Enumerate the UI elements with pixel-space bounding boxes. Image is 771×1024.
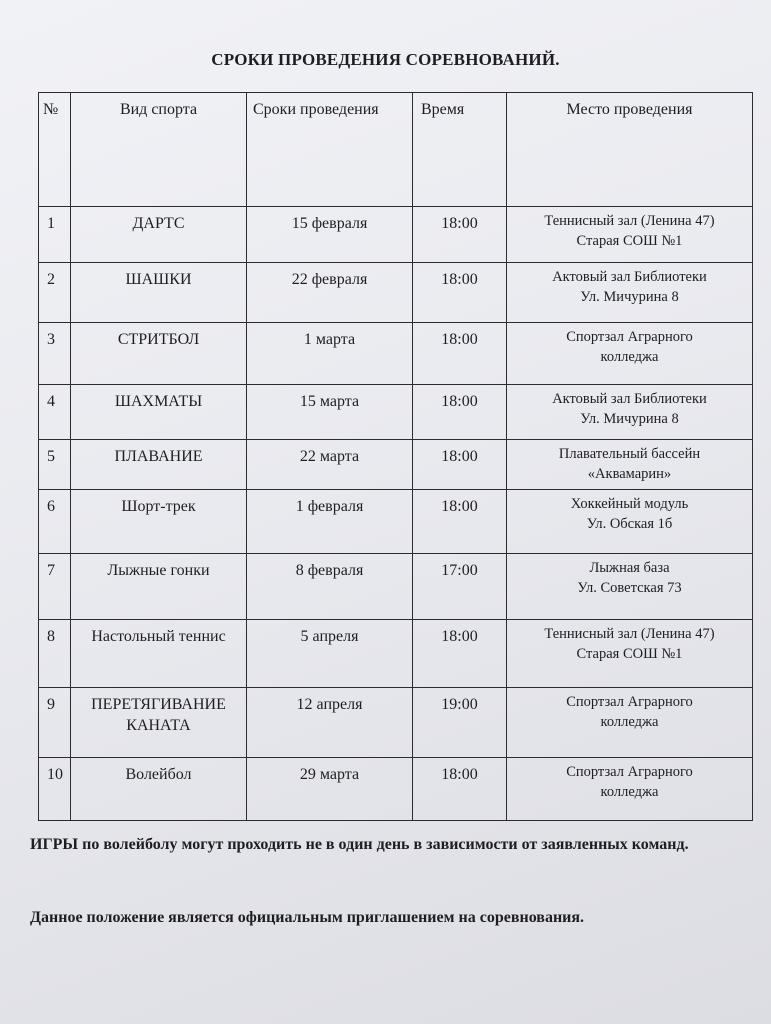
row-time xyxy=(413,490,507,554)
row-number xyxy=(39,620,71,688)
row-date xyxy=(247,263,413,323)
row-number xyxy=(39,207,71,263)
row-sport xyxy=(71,323,247,385)
table-header-row xyxy=(39,93,753,207)
row-venue-line: колледжа xyxy=(600,784,659,800)
row-date xyxy=(247,620,413,688)
row-date-line: 15 марта xyxy=(299,393,360,410)
row-sport xyxy=(71,263,247,323)
row-venue-line: Плавательный бассейн xyxy=(558,446,701,462)
row-date-line: 12 апреля xyxy=(296,696,363,713)
row-sport xyxy=(71,554,247,620)
header-venue: Место проведения xyxy=(507,93,753,207)
row-sport-line: Настольный теннис xyxy=(91,628,226,645)
row-number-line: 5 xyxy=(47,448,55,465)
competition-schedule-table xyxy=(38,92,753,821)
row-date-line: 5 апреля xyxy=(300,628,359,645)
row-number-line: 9 xyxy=(47,696,55,713)
row-venue-line: Старая СОШ №1 xyxy=(576,646,683,662)
row-venue xyxy=(507,263,753,323)
row-time xyxy=(413,620,507,688)
row-venue-line: Спортзал Аграрного xyxy=(566,329,693,345)
row-number-line: 8 xyxy=(47,628,55,645)
row-number-line: 6 xyxy=(47,498,55,515)
row-sport-line: СТРИТБОЛ xyxy=(117,331,200,348)
note-official-invitation: Данное положение является официальным приглашением на соревнования. xyxy=(30,909,585,926)
row-sport-line: ШАХМАТЫ xyxy=(114,393,203,410)
row-venue-line: Ул. Советская 73 xyxy=(577,580,682,596)
row-sport xyxy=(71,688,247,758)
row-date-line: 15 февраля xyxy=(291,215,368,232)
row-date-line: 1 февраля xyxy=(295,498,364,515)
row-number xyxy=(39,554,71,620)
row-venue xyxy=(507,440,753,490)
row-number xyxy=(39,490,71,554)
header-dates: Сроки проведения xyxy=(247,93,413,207)
row-sport-line: ДАРТС xyxy=(132,215,185,232)
row-date-line: 8 февраля xyxy=(295,562,364,579)
row-time xyxy=(413,440,507,490)
row-time-line: 18:00 xyxy=(441,393,478,410)
row-venue xyxy=(507,758,753,821)
row-date xyxy=(247,490,413,554)
row-time-line: 18:00 xyxy=(441,766,478,783)
row-venue-line: колледжа xyxy=(600,349,659,365)
row-time xyxy=(413,263,507,323)
row-venue-line: Актовый зал Библиотеки xyxy=(552,269,707,285)
row-number xyxy=(39,440,71,490)
row-date xyxy=(247,323,413,385)
row-time xyxy=(413,207,507,263)
row-venue xyxy=(507,207,753,263)
row-time-line: 18:00 xyxy=(441,448,478,465)
table-row xyxy=(39,688,753,758)
row-time xyxy=(413,323,507,385)
row-sport-line: Шорт-трек xyxy=(121,498,196,515)
table-row xyxy=(39,490,753,554)
header-time: Время xyxy=(413,93,507,207)
row-venue-line: «Аквамарин» xyxy=(587,466,672,482)
row-sport xyxy=(71,207,247,263)
table-row xyxy=(39,263,753,323)
row-sport xyxy=(71,758,247,821)
table-row xyxy=(39,554,753,620)
row-venue-line: колледжа xyxy=(600,714,659,730)
header-number: № xyxy=(39,93,71,207)
row-number-line: 1 xyxy=(47,215,55,232)
row-time-line: 18:00 xyxy=(441,215,478,232)
table-row xyxy=(39,620,753,688)
row-number xyxy=(39,263,71,323)
row-venue-line: Лыжная база xyxy=(589,560,670,576)
row-number-line: 2 xyxy=(47,271,55,288)
row-venue xyxy=(507,385,753,440)
row-time-line: 18:00 xyxy=(441,498,478,515)
row-venue-line: Хоккейный модуль xyxy=(570,496,689,512)
row-sport-line: Волейбол xyxy=(125,766,192,783)
row-date xyxy=(247,758,413,821)
row-sport xyxy=(71,620,247,688)
row-number xyxy=(39,688,71,758)
table-row xyxy=(39,207,753,263)
row-sport-line: Лыжные гонки xyxy=(107,562,210,579)
row-date-line: 1 марта xyxy=(303,331,356,348)
row-date xyxy=(247,440,413,490)
row-number-line: 3 xyxy=(47,331,55,348)
row-time xyxy=(413,688,507,758)
row-sport-line: ПЛАВАНИЕ xyxy=(114,448,203,465)
row-sport-line: ПЕРЕТЯГИВАНИЕ КАНАТА xyxy=(91,696,226,734)
row-venue xyxy=(507,490,753,554)
row-date-line: 22 марта xyxy=(299,448,360,465)
header-sport: Вид спорта xyxy=(71,93,247,207)
row-date xyxy=(247,554,413,620)
row-venue-line: Ул. Мичурина 8 xyxy=(580,411,679,427)
row-time xyxy=(413,554,507,620)
row-venue xyxy=(507,323,753,385)
row-time-line: 18:00 xyxy=(441,331,478,348)
row-number-line: 10 xyxy=(47,766,63,783)
row-number xyxy=(39,323,71,385)
table-row xyxy=(39,385,753,440)
row-time-line: 18:00 xyxy=(441,271,478,288)
row-venue-line: Ул. Мичурина 8 xyxy=(580,289,679,305)
table-row xyxy=(39,758,753,821)
row-date xyxy=(247,688,413,758)
table-row xyxy=(39,323,753,385)
row-time xyxy=(413,758,507,821)
row-venue-line: Актовый зал Библиотеки xyxy=(552,391,707,407)
row-number xyxy=(39,758,71,821)
row-time xyxy=(413,385,507,440)
document-title: СРОКИ ПРОВЕДЕНИЯ СОРЕВНОВАНИЙ. xyxy=(211,50,560,69)
row-venue xyxy=(507,688,753,758)
row-venue xyxy=(507,620,753,688)
row-date-line: 29 марта xyxy=(299,766,360,783)
row-number-line: 4 xyxy=(47,393,55,410)
row-date-line: 22 февраля xyxy=(291,271,368,288)
row-venue-line: Спортзал Аграрного xyxy=(566,694,693,710)
row-venue xyxy=(507,554,753,620)
row-time-line: 17:00 xyxy=(441,562,478,579)
row-venue-line: Старая СОШ №1 xyxy=(576,233,683,249)
row-date xyxy=(247,207,413,263)
row-venue-line: Ул. Обская 1б xyxy=(586,516,673,532)
note-volleyball-games: ИГРЫ по волейболу могут проходить не в один день в зависимости от заявленных команд. xyxy=(30,836,689,853)
row-venue-line: Спортзал Аграрного xyxy=(566,764,693,780)
row-time-line: 19:00 xyxy=(441,696,478,713)
row-sport xyxy=(71,440,247,490)
row-venue-line: Теннисный зал (Ленина 47) xyxy=(544,213,715,229)
row-venue-line: Теннисный зал (Ленина 47) xyxy=(544,626,715,642)
row-time-line: 18:00 xyxy=(441,628,478,645)
row-number-line: 7 xyxy=(47,562,55,579)
row-sport-line: ШАШКИ xyxy=(125,271,192,288)
row-date xyxy=(247,385,413,440)
row-sport xyxy=(71,385,247,440)
table-row xyxy=(39,440,753,490)
row-number xyxy=(39,385,71,440)
row-sport xyxy=(71,490,247,554)
